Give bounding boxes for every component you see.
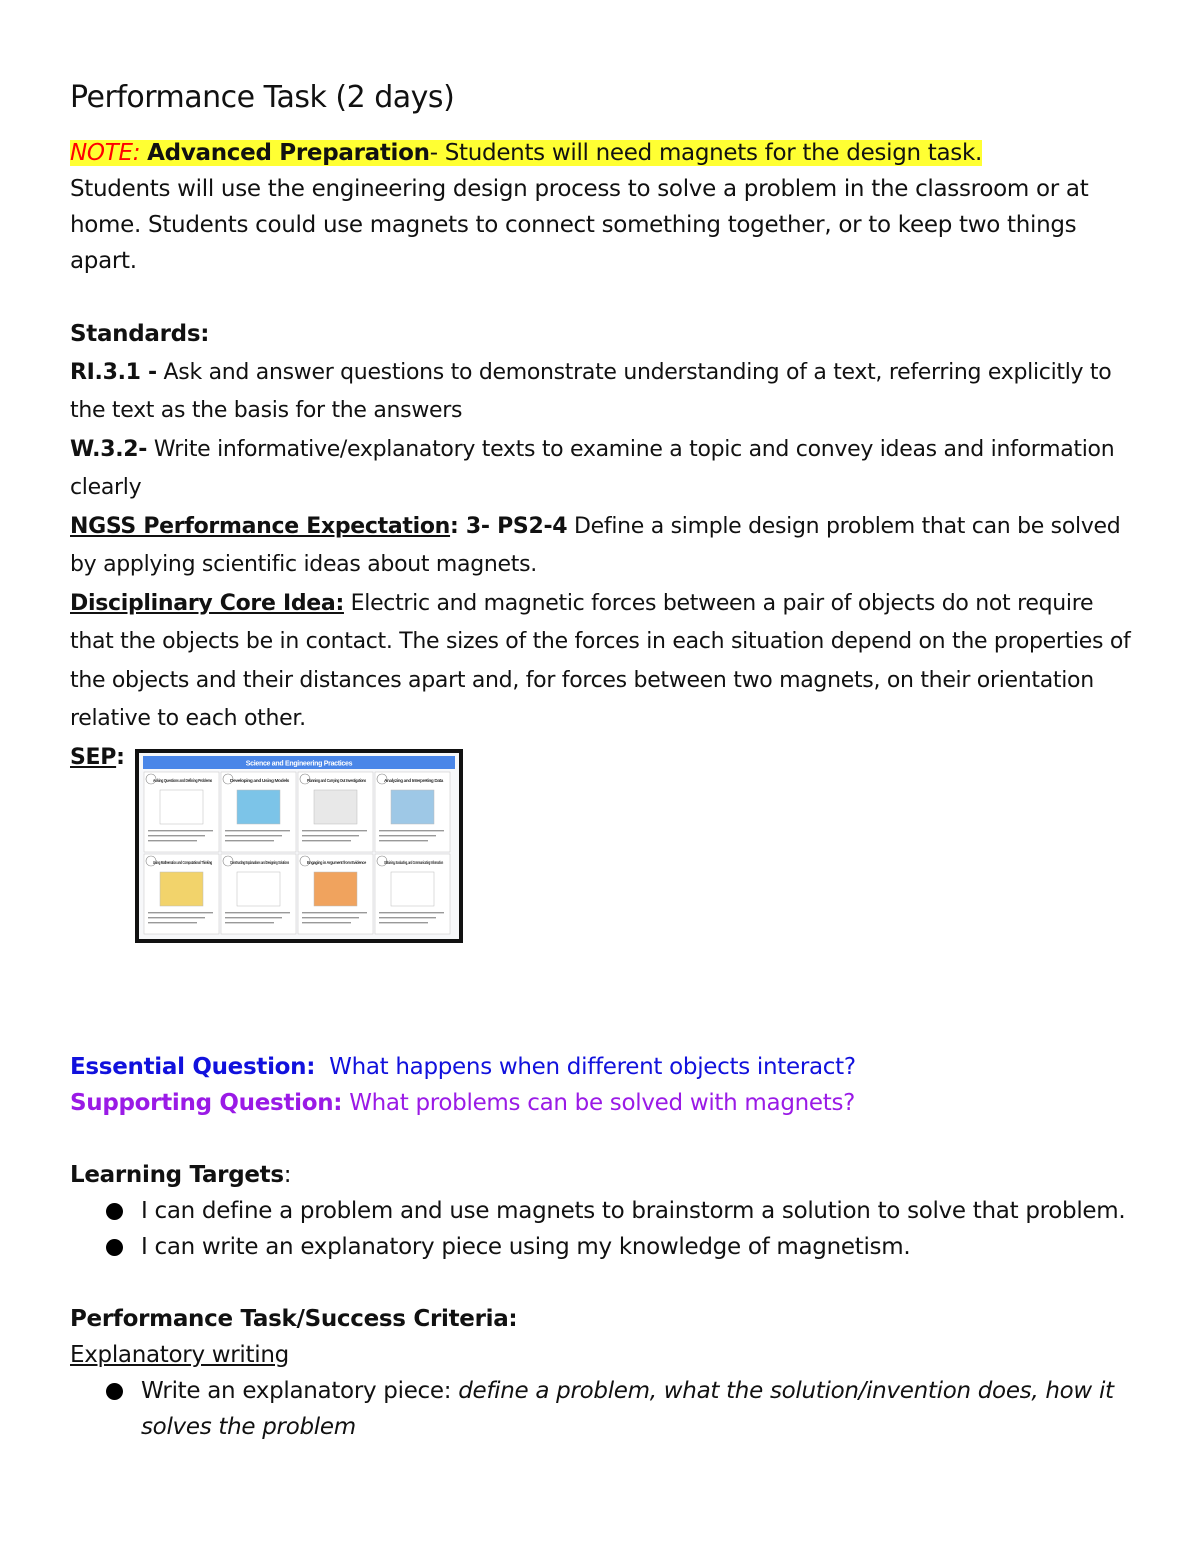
sep-caption-line xyxy=(379,840,428,841)
bullet-icon xyxy=(106,1203,123,1220)
disciplinary-core-idea xyxy=(70,585,1140,739)
sep-caption-line xyxy=(379,835,436,836)
sep-practice-cell xyxy=(221,854,296,934)
sep-practice-picture xyxy=(314,872,357,906)
sep-practice-picture xyxy=(314,790,357,824)
sep-caption-line xyxy=(148,840,197,841)
sep-caption-line xyxy=(379,830,444,831)
advanced-preparation-note xyxy=(70,135,1140,171)
sep-caption-line xyxy=(148,830,213,831)
sep-practice-picture xyxy=(237,790,280,824)
standard-ri-text: Ask and answer questions to demonstrate understanding of a text, referring explicitly to the text as the basis for the answers xyxy=(70,359,1112,423)
sep-caption-line xyxy=(148,922,197,923)
sep-section xyxy=(70,739,1140,979)
sep-practice-cell xyxy=(144,854,219,934)
sep-caption-line xyxy=(225,922,274,923)
sep-practice-cell xyxy=(375,854,450,934)
learning-targets-list xyxy=(70,1193,1140,1265)
success-criteria-item-prefix: Write an explanatory piece: xyxy=(141,1377,459,1404)
ngss-code: 3- PS2-4 xyxy=(458,513,568,539)
standard-ri xyxy=(70,354,1140,431)
essential-question-label: Essential Question: xyxy=(70,1053,316,1080)
sep-practice-label: Obtaining, Evaluating, and Communicating Information xyxy=(384,859,444,865)
sep-practice-label: Analyzing and Interpreting Data xyxy=(384,777,445,783)
sep-practice-cell xyxy=(298,854,373,934)
supporting-question-text: What problems can be solved with magnets? xyxy=(342,1089,856,1116)
sep-caption-line xyxy=(225,830,290,831)
learning-targets-colon: : xyxy=(283,1161,292,1188)
sep-practice-picture xyxy=(237,872,280,906)
success-criteria-list xyxy=(70,1373,1140,1445)
learning-targets-label: Learning Targets xyxy=(70,1161,284,1188)
note-highlight xyxy=(70,140,982,166)
sep-practice-picture xyxy=(391,872,434,906)
sep-label-line xyxy=(70,739,125,777)
standard-w-code: W.3.2- xyxy=(70,436,148,462)
ngss-text: Define a simple design problem that can be solved by applying scientific ideas about magnets. xyxy=(70,513,1121,577)
sep-label: SEP xyxy=(70,744,117,770)
page-title: Performance Task (2 days) xyxy=(70,80,455,115)
learning-target-2: I can write an explanatory piece using my knowledge of magnetism. xyxy=(141,1233,911,1260)
dci-label: Disciplinary Core Idea: xyxy=(70,590,344,616)
learning-target-1: I can define a problem and use magnets to brainstorm a solution to solve that problem. xyxy=(141,1197,1126,1224)
standards-heading: Standards: xyxy=(70,321,210,347)
sep-caption-line xyxy=(302,912,367,913)
success-criteria-heading: Performance Task/Success Criteria: xyxy=(70,1305,518,1332)
sep-caption-line xyxy=(148,835,205,836)
sep-practices-image xyxy=(135,749,463,943)
sep-practice-label: Planning and Carrying Out Investigations xyxy=(307,777,367,783)
sep-practice-cell xyxy=(298,772,373,852)
supporting-question-label: Supporting Question: xyxy=(70,1089,343,1116)
sep-caption-line xyxy=(379,917,436,918)
dci-text: Electric and magnetic forces between a pair of objects do not require that the objects be in contact. The sizes of the forces in each situation depend on the properties of the objects and their distances apart and, for forces between two magnets, on their orientation relative to each other. xyxy=(70,590,1131,731)
sep-caption-line xyxy=(225,835,282,836)
note-label: NOTE: xyxy=(70,140,141,166)
sep-caption-line xyxy=(302,835,359,836)
document-page xyxy=(70,80,1140,1445)
sep-caption-line xyxy=(302,922,351,923)
sep-caption-line xyxy=(379,922,428,923)
sep-practice-label: Using Mathematics and Computational Thinking xyxy=(153,859,213,865)
learning-targets-heading xyxy=(70,1157,1140,1193)
sep-caption-line xyxy=(225,917,282,918)
bullet-icon xyxy=(106,1239,123,1256)
sep-header-title: Science and Engineering Practices xyxy=(245,760,353,767)
sep-caption-line xyxy=(302,830,367,831)
sep-practice-picture xyxy=(391,790,434,824)
sep-caption-line xyxy=(225,912,290,913)
list-item xyxy=(106,1229,1140,1265)
list-item xyxy=(106,1193,1140,1229)
sep-caption-line xyxy=(225,840,274,841)
standard-ri-code: RI.3.1 - xyxy=(70,359,157,385)
essential-question xyxy=(70,1049,1140,1085)
sep-caption-line xyxy=(148,912,213,913)
success-criteria-item-italic: define a problem, what the solution/invention does, how it solves the problem xyxy=(141,1377,1114,1440)
sep-caption-line xyxy=(302,917,359,918)
standard-w xyxy=(70,431,1140,508)
sep-practices-graphic xyxy=(139,753,459,939)
sep-colon: : xyxy=(116,744,125,770)
standard-w-text: Write informative/explanatory texts to examine a topic and convey ideas and information clearly xyxy=(70,436,1115,500)
sep-caption-line xyxy=(379,912,444,913)
intro-paragraph: Students will use the engineering design process to solve a problem in the classroom or at home. Students could use magnets to connect something together, or to keep two things apart. xyxy=(70,176,1089,274)
sep-practice-cell xyxy=(144,772,219,852)
sep-practice-label: Constructing Explanations and Designing Solutions xyxy=(230,859,290,865)
sep-practice-picture xyxy=(160,790,203,824)
sep-caption-line xyxy=(302,840,351,841)
sep-practice-label: Asking Questions and Defining Problems xyxy=(153,777,213,783)
ngss-colon: : xyxy=(450,513,459,539)
sep-practice-label: Developing and Using Models xyxy=(230,777,291,783)
advanced-preparation-text: - Students will need magnets for the design task. xyxy=(429,140,983,166)
advanced-preparation-label: Advanced Preparation xyxy=(147,140,430,166)
standard-ngss xyxy=(70,508,1140,585)
sep-practice-picture xyxy=(160,872,203,906)
sep-practice-cell xyxy=(375,772,450,852)
list-item xyxy=(106,1373,1140,1445)
essential-question-text: What happens when different objects interact? xyxy=(315,1053,856,1080)
sep-practice-label: Engaging in Argument from Evidence xyxy=(307,859,367,865)
supporting-question xyxy=(70,1085,1140,1121)
ngss-label: NGSS Performance Expectation xyxy=(70,513,451,539)
bullet-icon xyxy=(106,1383,123,1400)
sep-caption-line xyxy=(148,917,205,918)
sep-practice-cell xyxy=(221,772,296,852)
success-criteria-subheading: Explanatory writing xyxy=(70,1341,289,1368)
